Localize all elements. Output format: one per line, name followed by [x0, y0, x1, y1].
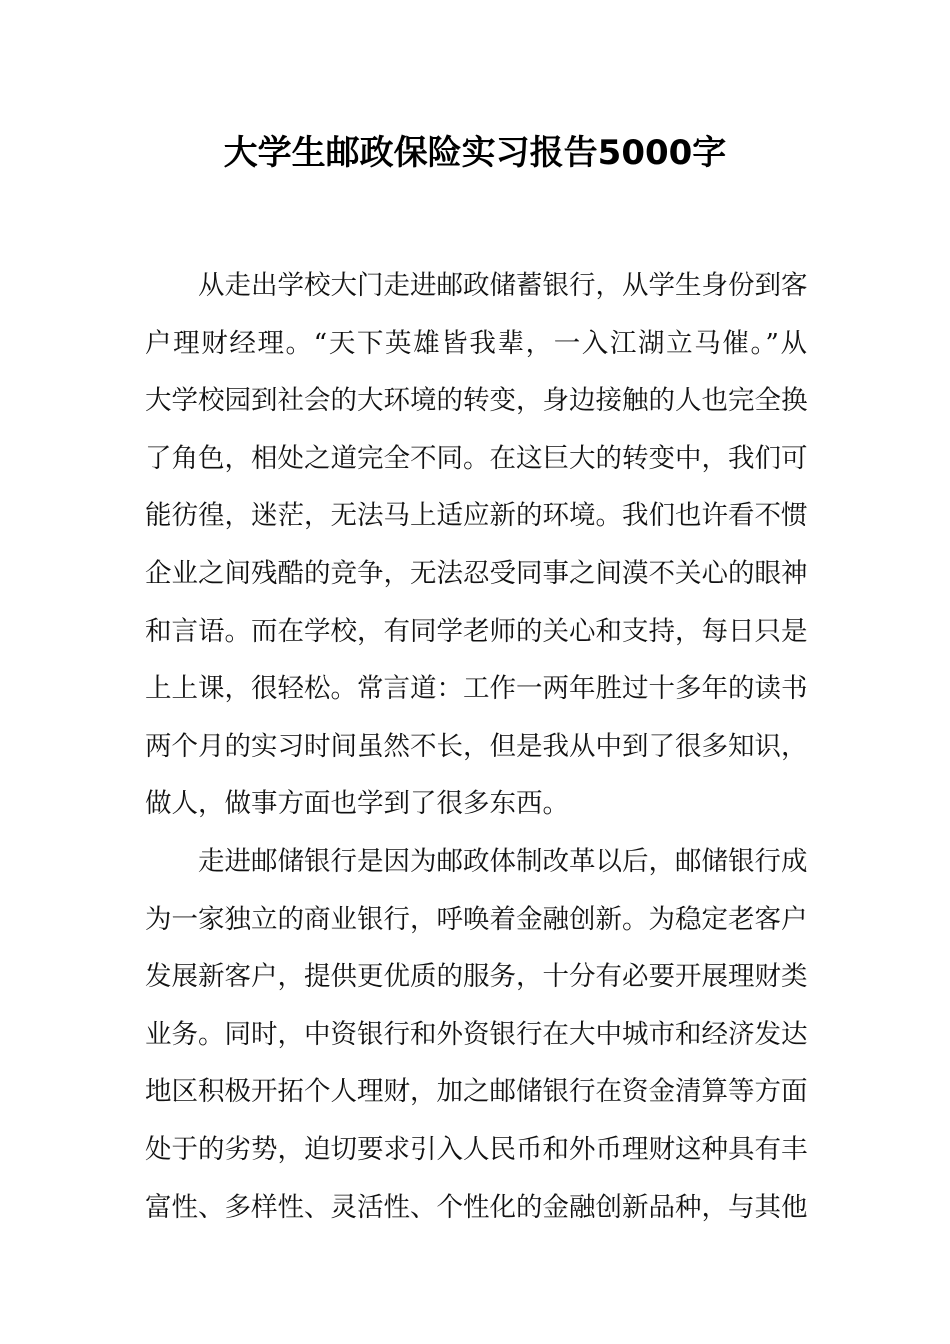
text-line: 处于的劣势，迫切要求引入人民币和外币理财这种具有丰 [145, 1133, 808, 1165]
text-line: 了角色，相处之道完全不同。在这巨大的转变中，我们可 [145, 442, 808, 474]
text-line: 两个月的实习时间虽然不长，但是我从中到了很多知识， [145, 730, 808, 762]
text-line: 大学校园到社会的大环境的转变，身边接触的人也完全换 [145, 385, 808, 417]
text-line: 企业之间残酷的竞争，无法忍受同事之间漠不关心的眼神 [145, 557, 808, 589]
document-title: 大学生邮政保险实习报告5000字 [223, 133, 727, 173]
paragraph-1 [145, 257, 807, 833]
text-line: 做人，做事方面也学到了很多东西。 [145, 788, 569, 820]
text-line: 发展新客户，提供更优质的服务，十分有必要开展理财类 [145, 961, 808, 993]
text-line: 富性、多样性、灵活性、个性化的金融创新品种，与其他 [145, 1191, 808, 1223]
text-line: 地区积极开拓个人理财，加之邮储银行在资金清算等方面 [145, 1076, 808, 1108]
text-line: 能彷徨，迷茫，无法马上适应新的环境。我们也许看不惯 [145, 500, 808, 532]
document-body [145, 257, 807, 1236]
text-line: 走进邮储银行是因为邮政体制改革以后，邮储银行成 [198, 845, 808, 877]
text-line: 户理财经理。“天下英雄皆我辈，一入江湖立马催。”从 [145, 327, 807, 359]
text-line: 和言语。而在学校，有同学老师的关心和支持，每日只是 [145, 615, 808, 647]
text-line: 业务。同时，中资银行和外资银行在大中城市和经济发达 [145, 1018, 808, 1050]
paragraph-2 [145, 833, 807, 1236]
text-line: 上上课，很轻松。常言道：工作一两年胜过十多年的读书 [145, 673, 808, 705]
text-line: 从走出学校大门走进邮政储蓄银行，从学生身份到客 [198, 270, 808, 301]
text-line: 为一家独立的商业银行，呼唤着金融创新。为稳定老客户 [145, 903, 808, 935]
